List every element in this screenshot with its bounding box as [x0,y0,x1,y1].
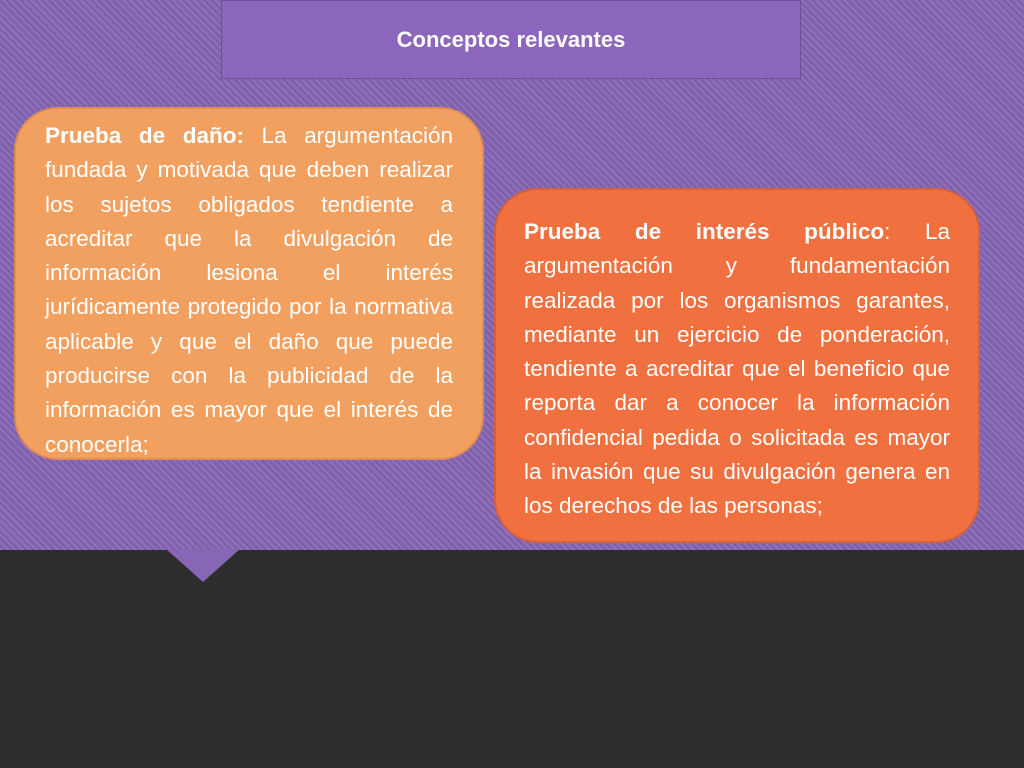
concept-bubble-prueba-de-dano [14,107,484,460]
callout-pointer [166,549,240,582]
concept-bubble-prueba-de-interes-publico [494,188,980,543]
concept-definition: La argumentación fundada y motivada que deben realizar los sujetos obligados tendiente a acreditar que la divulgación de información lesiona el interés jurídicamente protegido por la normativa aplicable y que el daño que puede producirse con la publicidad de la información es mayor que el interés de conocerla; [45,123,453,457]
concept-definition: : La argumentación y fundamentación realizada por los organismos garantes, mediante un ejercicio de ponderación, tendiente a acreditar que el beneficio que reporta dar a conocer la información confidencial pedida o solicitada es mayor la invasión que su divulgación genera en los derechos de las personas; [524,219,950,519]
slide-title: Conceptos relevantes [396,26,626,52]
title-box [221,0,801,79]
concept-term: Prueba de daño: [45,123,244,148]
concept-term: Prueba de interés público [524,219,885,244]
